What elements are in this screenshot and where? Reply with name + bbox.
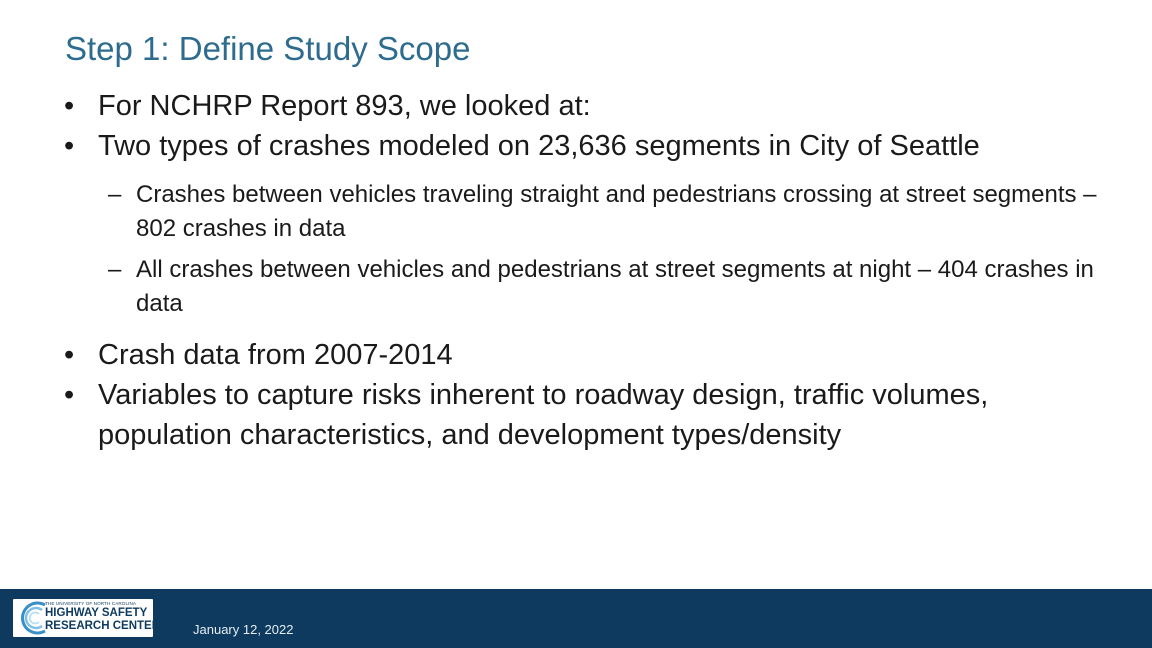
logo-text [45, 601, 161, 633]
dash-marker: – [108, 256, 122, 283]
logo-university: THE UNIVERSITY OF NORTH CAROLINA [45, 601, 137, 606]
bullet-list [64, 86, 1124, 455]
sub-bullet-text: Crashes between vehicles traveling straight and pedestrians crossing at street segments – 802 crashes in data [136, 181, 1097, 242]
sub-bullet-item [64, 178, 1124, 246]
footer-date: January 12, 2022 [193, 622, 294, 637]
logo-line-1: HIGHWAY SAFETY [45, 607, 148, 619]
bullet-item: • For NCHRP Report 893, we looked at: [64, 86, 1124, 126]
slide-title: Step 1: Define Study Scope [65, 30, 471, 67]
dash-marker: – [108, 181, 122, 208]
sub-bullet-text: All crashes between vehicles and pedestrians at street segments at night – 404 crashes in data [136, 256, 1094, 317]
bullet-item: • Two types of crashes modeled on 23,636 segments in City of Seattle [64, 126, 1124, 166]
footer-bar [0, 589, 1152, 648]
hsrc-logo [13, 599, 161, 637]
sub-bullet-item [64, 253, 1124, 321]
bullet-item: • Crash data from 2007-2014 [64, 335, 1124, 375]
bullet-item: • Variables to capture risks inherent to roadway design, traffic volumes, population characteristics, and development types/density [64, 375, 1124, 455]
logo-line-2: RESEARCH CENTER [45, 620, 161, 632]
